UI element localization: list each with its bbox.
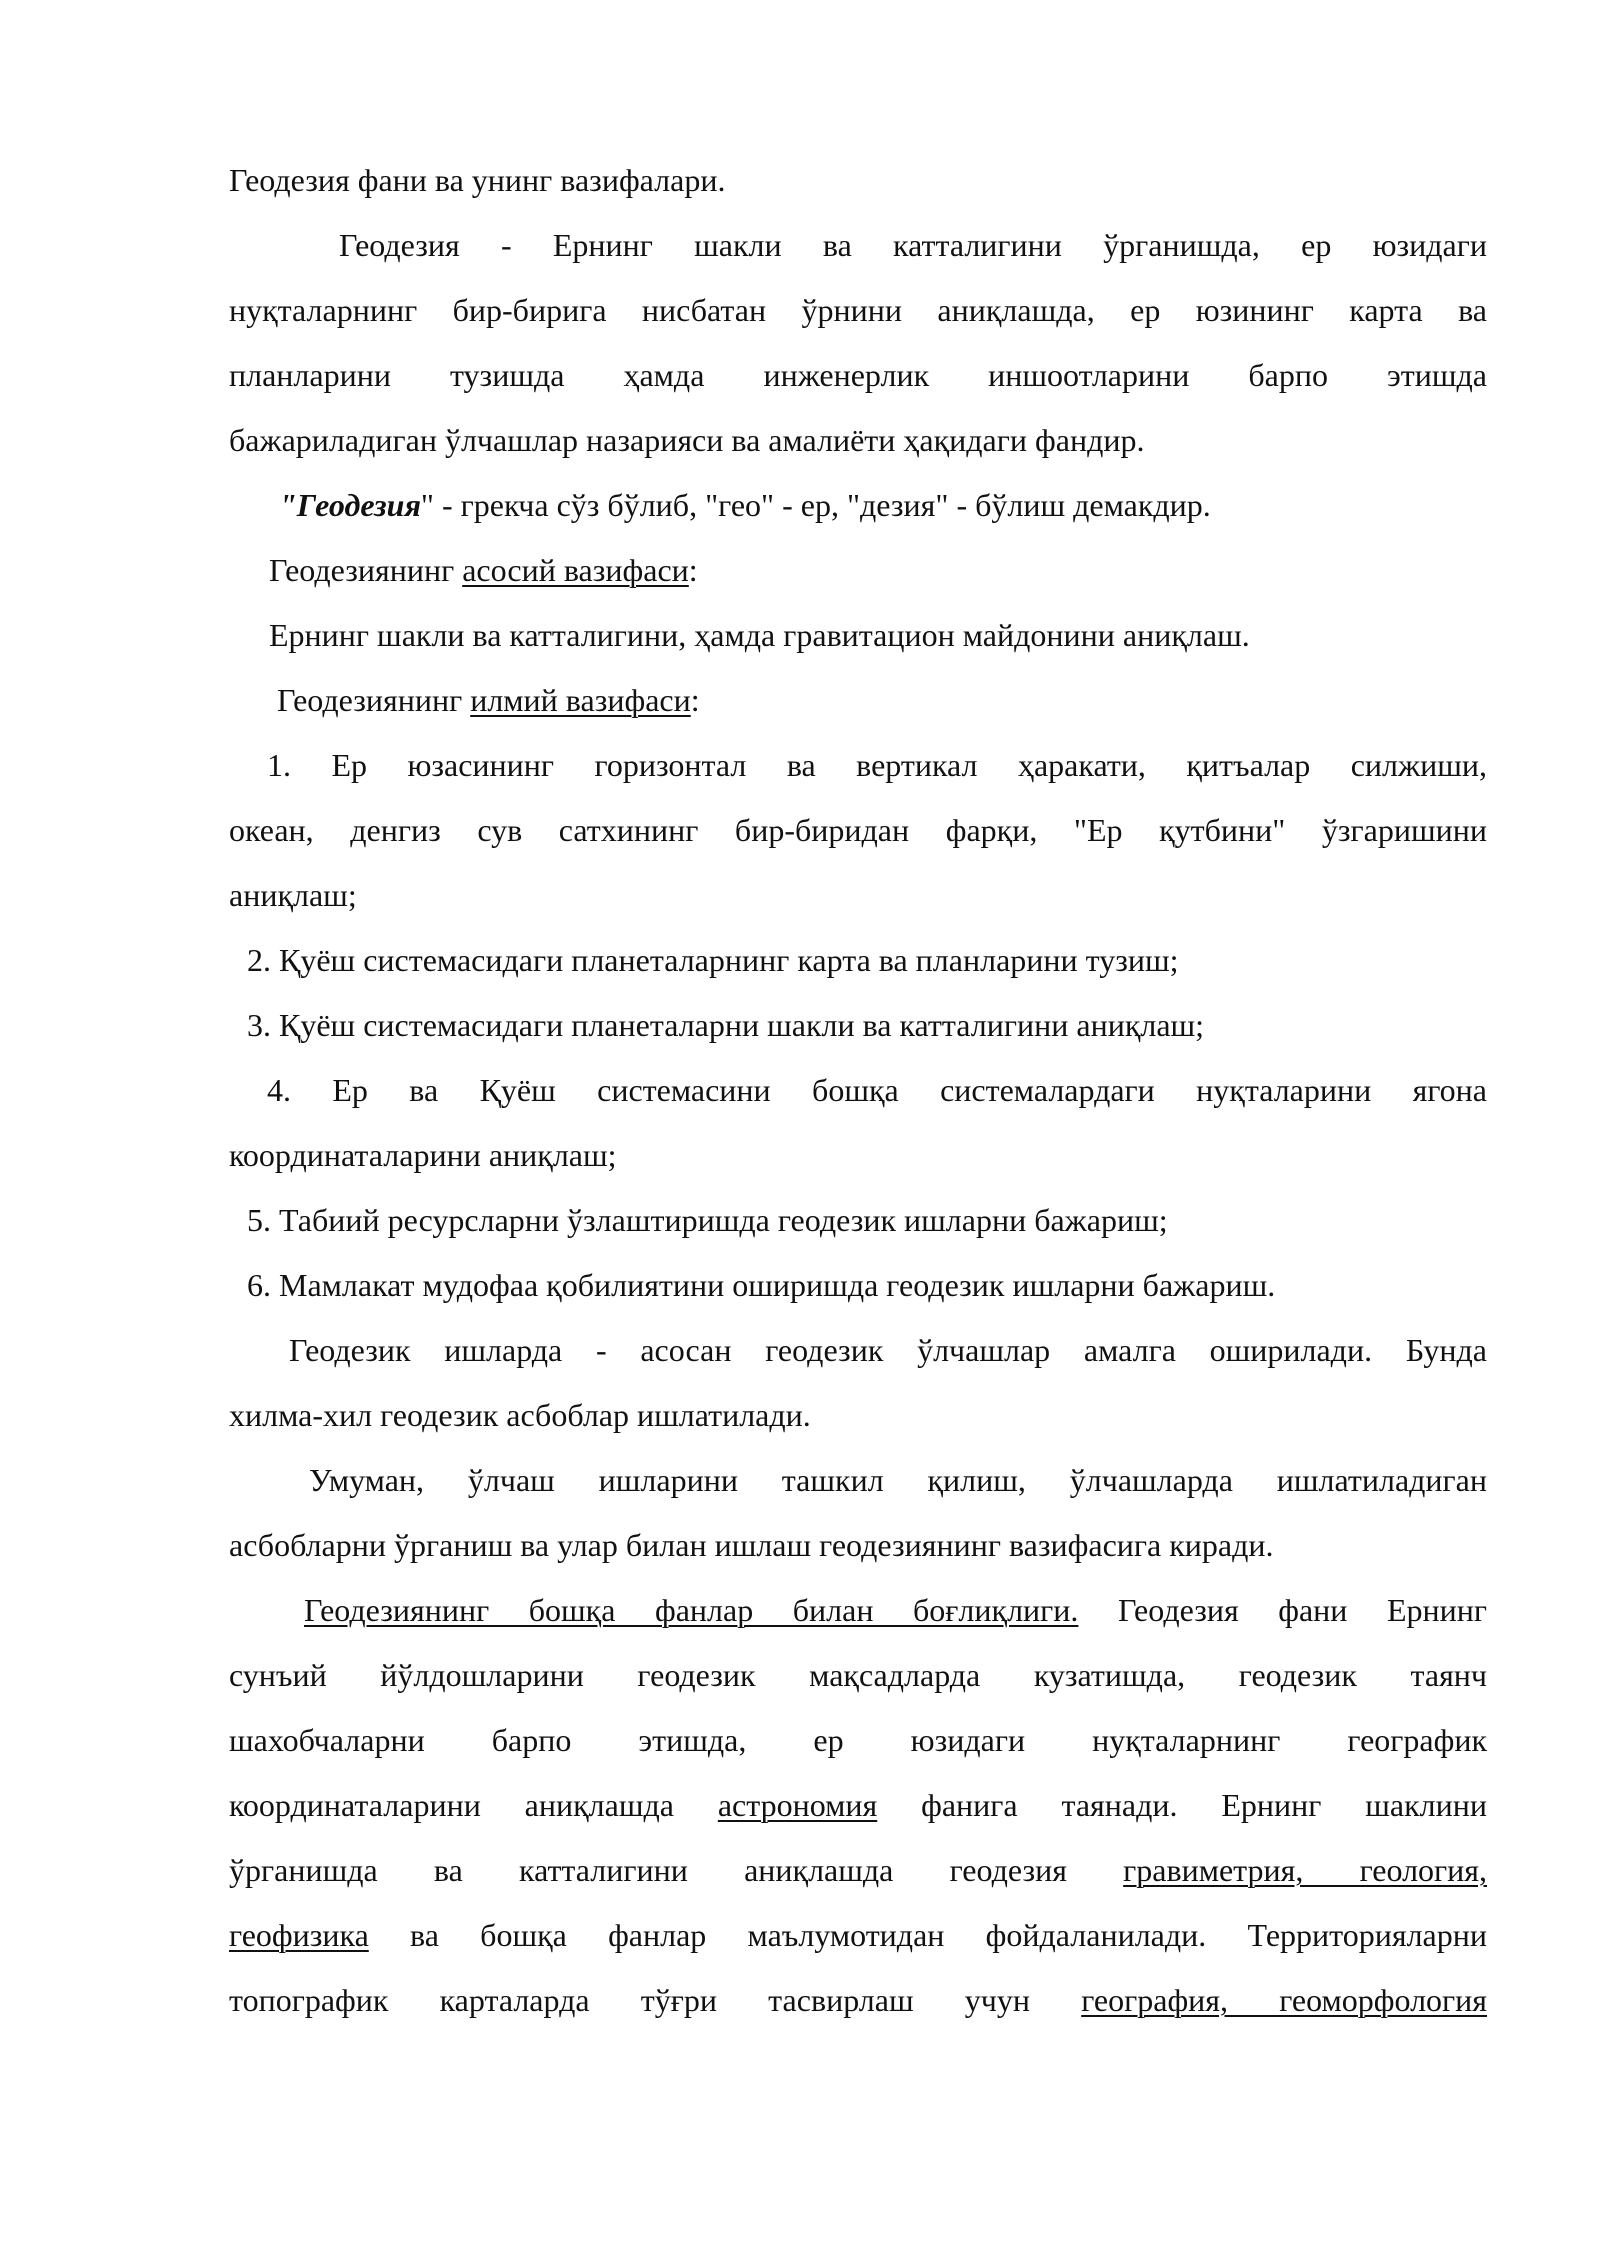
paragraph-line: нуқталарнинг бир-бирига нисбатан ўрнини аниқлашда, ер юзининг карта ва (229, 292, 1487, 328)
document-page (229, 148, 1487, 2033)
paragraph-line (229, 1838, 1487, 1903)
text-span: топографик карталарда тўғри тасвирлаш учун (229, 1982, 1082, 2018)
main-task-text: Ернинг шакли ва катталигини, ҳамда гравитацион майдонини аниқлаш. (269, 617, 1250, 653)
list-item-2: 2. Қуёш системасидаги планеталарнинг карта ва планларини тузиш; (247, 942, 1179, 978)
list-item-6: 6. Мамлакат мудофаа қобилиятини оширишда геодезик ишларни бажариш. (247, 1267, 1276, 1303)
list-item-4: 4. Ер ва Қуёш системасини бошқа системалардаги нуқталарини ягона (267, 1072, 1487, 1108)
paragraph-line: асбобларни ўрганиш ва улар билан ишлаш геодезиянинг вазифасига киради. (229, 1527, 1274, 1563)
list-item-5: 5. Табиий ресурсларни ўзлаштиришда геодезик ишларни бажариш; (247, 1202, 1168, 1238)
paragraph-line: Геодезия - Ернинг шакли ва катталигини ўрганишда, ер юзидаги (339, 227, 1487, 263)
etymology-text: " - грекча сўз бўлиб, "гео" - ер, "дезия" - бўлиш демакдир. (420, 487, 1211, 523)
sci-task-link: илмий вазифаси (470, 682, 691, 718)
main-task-suffix: : (688, 552, 698, 588)
list-item-4-cont: координаталарини аниқлаш; (229, 1137, 617, 1173)
paragraph-line (229, 1773, 1487, 1838)
geophysics-link: геофизика (229, 1917, 369, 1953)
etymology-line (229, 473, 1487, 538)
main-task-heading (229, 538, 1487, 603)
paragraph-line: Геодезик ишларда - асосан геодезик ўлчашлар амалга оширилади. Бунда (289, 1332, 1487, 1368)
text-span: ва бошқа фанлар маълумотидан фойдаланилади. Территорияларни (368, 1917, 1487, 1953)
sci-task-heading (229, 668, 1487, 733)
paragraph-line: шахобчаларни барпо этишда, ер юзидаги нуқталарнинг географик (229, 1722, 1487, 1758)
list-item-3: 3. Қуёш системасидаги планеталарни шакли ва катталигини аниқлаш; (247, 1007, 1205, 1043)
main-task-link: асосий вазифаси (462, 552, 689, 588)
geography-link: география, геоморфология (1081, 1982, 1488, 2018)
paragraph-line (229, 1968, 1487, 2033)
list-item-1: 1. Ер юзасининг горизонтал ва вертикал ҳаракати, қитъалар силжиши, (267, 747, 1487, 783)
sci-task-prefix: Геодезиянинг (277, 682, 471, 718)
relations-text: Геодезия фани Ернинг (1078, 1592, 1488, 1628)
text-span: фанига таянади. Ернинг шаклини (877, 1787, 1488, 1823)
text-span: координаталарини аниқлашда (229, 1787, 718, 1823)
relations-heading: Геодезиянинг бошқа фанлар билан боғлиқлиги. (304, 1592, 1079, 1628)
paragraph-line (229, 1903, 1487, 1968)
relations-line (229, 1578, 1487, 1643)
astronomy-link: астрономия (717, 1787, 878, 1823)
paragraph-line: хилма-хил геодезик асбоблар ишлатилади. (229, 1397, 811, 1433)
etymology-term: "Геодезия (279, 487, 421, 523)
paragraph-line: бажариладиган ўлчашлар назарияси ва амалиёти ҳақидаги фандир. (229, 422, 1145, 458)
paragraph-line: Умуман, ўлчаш ишларини ташкил қилиш, ўлчашларда ишлатиладиган (309, 1462, 1487, 1498)
paragraph-line: сунъий йўлдошларини геодезик мақсадларда кузатишда, геодезик таянч (229, 1657, 1487, 1693)
document-title: Геодезия фани ва унинг вазифалари. (229, 162, 726, 198)
main-task-prefix: Геодезиянинг (269, 552, 463, 588)
paragraph-line: планларини тузишда ҳамда инженерлик иншоотларини барпо этишда (229, 357, 1487, 393)
list-item-1-cont: океан, денгиз сув сатхининг бир-биридан фарқи, "Ер қутбини" ўзгаришини (229, 812, 1487, 848)
gravimetry-link: гравиметрия, геология, (1123, 1852, 1488, 1888)
list-item-1-cont: аниқлаш; (229, 877, 357, 913)
text-span: ўрганишда ва катталигини аниқлашда геодезия (229, 1852, 1124, 1888)
sci-task-suffix: : (690, 682, 700, 718)
